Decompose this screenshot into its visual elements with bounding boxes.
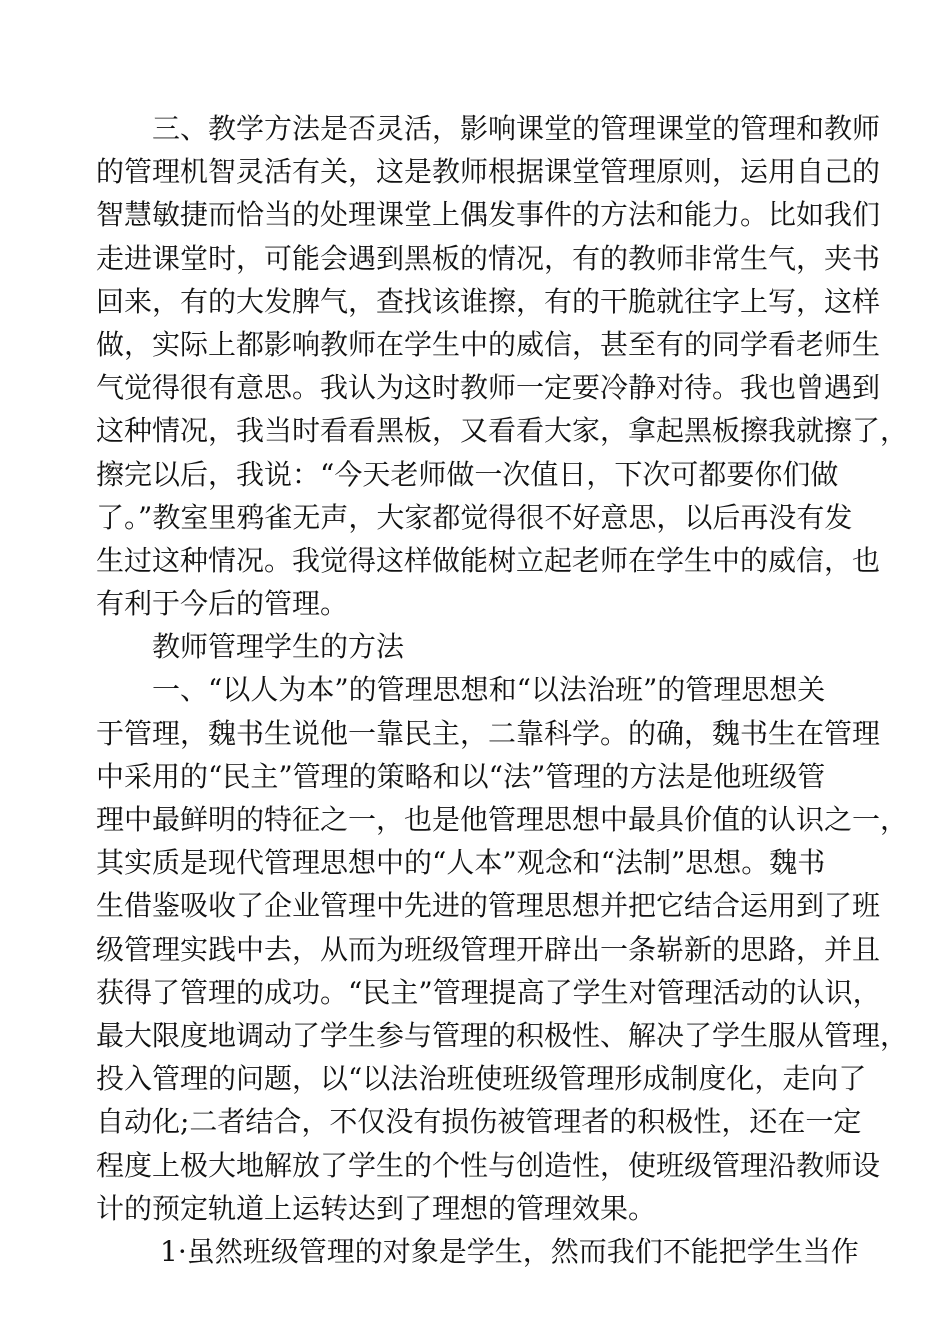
paragraph-line: 于管理，魏书生说他一靠民主，二靠科学。的确，魏书生在管理 xyxy=(96,716,881,750)
paragraph-line: 一、“以人为本”的管理思想和“以法治班”的管理思想关 xyxy=(152,673,826,707)
section-heading: 教师管理学生的方法 xyxy=(152,630,405,664)
paragraph-line: 了。”教室里鸦雀无声，大家都觉得很不好意思，以后再没有发 xyxy=(96,500,853,534)
paragraph-line: 投入管理的问题，以“以法治班使班级管理形成制度化，走向了 xyxy=(96,1062,867,1096)
paragraph-line: 气觉得很有意思。我认为这时教师一定要冷静对待。我也曾遇到 xyxy=(96,371,881,405)
paragraph-line: 有利于今后的管理。 xyxy=(96,587,349,621)
paragraph-line: 这种情况，我当时看看黑板，又看看大家，拿起黑板擦我就擦了， xyxy=(96,414,909,448)
paragraph-line: 智慧敏捷而恰当的处理课堂上偶发事件的方法和能力。比如我们 xyxy=(96,198,881,232)
paragraph-line: 的管理机智灵活有关，这是教师根据课堂管理原则，运用自己的 xyxy=(96,155,881,189)
paragraph-line: 自动化;二者结合，不仅没有损伤被管理者的积极性，还在一定 xyxy=(96,1105,862,1139)
paragraph-line: 获得了管理的成功。“民主”管理提高了学生对管理活动的认识， xyxy=(96,975,881,1009)
paragraph-line: 理中最鲜明的特征之一，也是他管理思想中最具价值的认识之一， xyxy=(96,803,909,836)
list-item-line: 1·虽然班级管理的对象是学生，然而我们不能把学生当作 xyxy=(160,1234,859,1268)
paragraph-line: 中采用的“民主”管理的策略和以“法”管理的方法是他班级管 xyxy=(96,759,826,793)
paragraph-line: 走进课堂时，可能会遇到黑板的情况，有的教师非常生气，夹书 xyxy=(96,241,881,275)
paragraph-line: 其实质是现代管理思想中的“人本”观念和“法制”思想。魏书 xyxy=(96,846,826,880)
paragraph-line: 生过这种情况。我觉得这样做能树立起老师在学生中的威信，也 xyxy=(96,543,881,577)
paragraph-line: 级管理实践中去，从而为班级管理开辟出一条崭新的思路，并且 xyxy=(96,932,881,966)
paragraph-line: 做，实际上都影响教师在学生中的威信，甚至有的同学看老师生 xyxy=(96,327,881,361)
document-body xyxy=(96,107,909,1273)
paragraph-line: 最大限度地调动了学生参与管理的积极性、解决了学生服从管理， xyxy=(96,1018,909,1052)
paragraph-line: 计的预定轨道上运转达到了理想的管理效果。 xyxy=(96,1191,657,1225)
paragraph-line: 擦完以后，我说：“今天老师做一次值日，下次可都要你们做 xyxy=(96,457,839,491)
paragraph-line: 三、教学方法是否灵活，影响课堂的管理课堂的管理和教师 xyxy=(152,112,881,145)
paragraph-line: 程度上极大地解放了学生的个性与创造性，使班级管理沿教师设 xyxy=(96,1148,881,1182)
paragraph-line: 回来，有的大发脾气，查找该谁擦，有的干脆就往字上写，这样 xyxy=(96,284,881,318)
paragraph-line: 生借鉴吸收了企业管理中先进的管理思想并把它结合运用到了班 xyxy=(96,889,881,923)
